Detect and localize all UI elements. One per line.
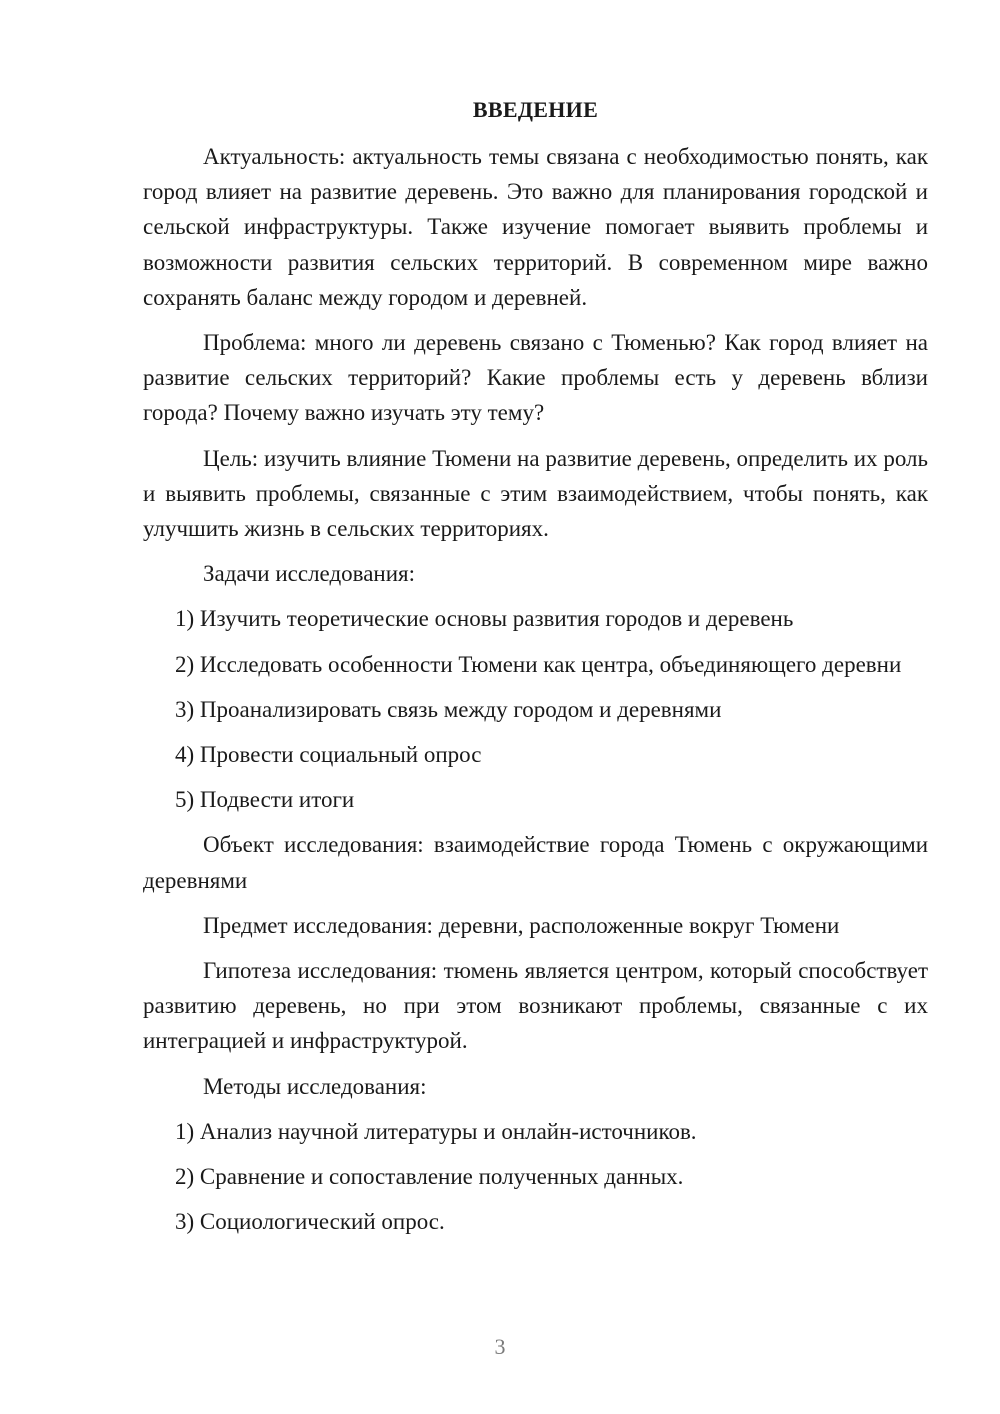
task-item-1: 1) Изучить теоретические основы развития городов и деревень <box>175 606 794 632</box>
task-item-3: 3) Проанализировать связь между городом и деревнями <box>175 696 722 722</box>
method-item-1: 1) Анализ научной литературы и онлайн-источников. <box>175 1118 697 1144</box>
relevance-paragraph: Актуальность: актуальность темы связана с необходимостью понять, как город влияет на развитие деревень. Это важно для планирования городской и сельской инфраструктуры. Также изучение помогает выявить проблемы и возможности развития сельских территорий. В современном мире важно сохранять баланс между городом и деревней. <box>143 144 928 310</box>
problem-paragraph: Проблема: много ли деревень связано с Тюменью? Как город влияет на развитие сельских территорий? Какие проблемы есть у деревень вблизи города? Почему важно изучать эту тему? <box>143 330 928 426</box>
methods-title: Методы исследования: <box>203 1073 427 1099</box>
goal-paragraph: Цель: изучить влияние Тюмени на развитие деревень, определить их роль и выявить проблемы, связанные с этим взаимодействием, чтобы понять, как улучшить жизнь в сельских территориях. <box>143 445 928 542</box>
page-number: 3 <box>494 1334 506 1359</box>
section-heading: ВВЕДЕНИЕ <box>472 97 599 122</box>
task-item-4: 4) Провести социальный опрос <box>175 742 482 768</box>
page-content <box>143 92 928 1239</box>
task-item-5: 5) Подвести итоги <box>175 787 355 813</box>
tasks-title: Задачи исследования: <box>203 561 416 587</box>
method-item-3: 3) Социологический опрос. <box>175 1209 445 1235</box>
hypothesis-paragraph: Гипотеза исследования: тюмень является центром, который способствует развитию деревень, но при этом возникают проблемы, связанные с их интеграцией и инфраструктурой. <box>143 958 928 1054</box>
subject-paragraph: Предмет исследования: деревни, расположенные вокруг Тюмени <box>203 912 840 938</box>
method-item-2: 2) Сравнение и сопоставление полученных данных. <box>175 1164 684 1190</box>
task-item-2: 2) Исследовать особенности Тюмени как центра, объединяющего деревни <box>175 651 902 677</box>
object-paragraph: Объект исследования: взаимодействие города Тюмень с окружающими деревнями <box>143 832 928 893</box>
